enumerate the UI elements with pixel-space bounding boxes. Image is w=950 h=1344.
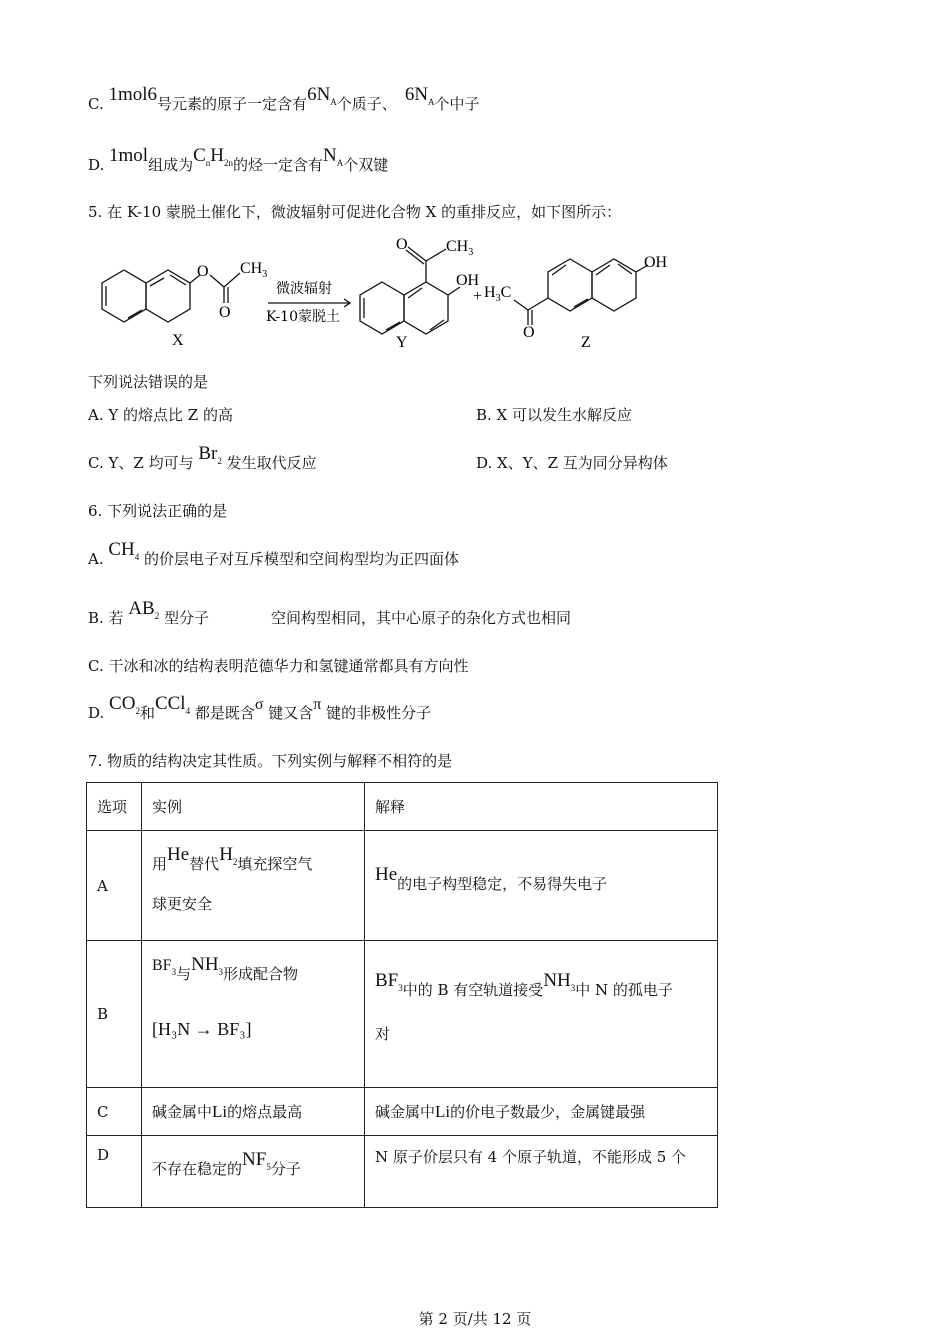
z-ring-left [548,259,592,311]
table-row [87,1136,718,1208]
row-b-option: B [87,941,142,1088]
x-carbonyl-oxygen: O [219,304,231,321]
x-ring-right [146,270,190,322]
q6-stem: 6. 下列说法正确的是 [88,502,228,520]
z-carbonyl-oxygen: O [523,324,535,341]
row-a-option: A [87,831,142,941]
q6-option-b: B. 若 $AB_2$ 型分子 空间构型相同，其中心原子的杂化方式也相同 [88,598,572,627]
table-header-row [87,783,718,831]
y-ring-left [360,282,404,334]
table-row [87,941,718,1088]
q5-option-b: B. X 可以发生水解反应 [476,406,633,424]
compound-x-label: X [172,332,184,349]
reaction-diagram [0,225,950,355]
page-footer: 第 2 页/共 12 页 [418,1310,532,1328]
y-carbonyl-oxygen: O [396,236,408,253]
option-d-line: D. 1mol组成为$C_nH_{2n}$的烃一定含有$N_A$个双键 [88,145,389,174]
z-ring-right [592,259,636,311]
q6-option-c: C. 干冰和冰的结构表明范德华力和氢键通常都具有方向性 [88,657,469,675]
q7-table [86,782,718,1208]
q6-option-d: D. $CO_2$和CCl$_4$ 都是既含σ 键又含π 键的非极性分子 [88,693,432,722]
x-ch3-label: $CH_3$ [240,260,268,280]
q5-stem: 5. 在 K-10 蒙脱土催化下，微波辐射可促进化合物 X 的重排反应，如下图所示： [88,203,622,221]
formula-cnh2n: $C_nH_{2n}$ [193,145,234,168]
row-b-explanation: $BF_3$中的 B 有空轨道接受$NH_3$中 N 的孤电子 对 [365,941,718,1088]
table-row [87,831,718,941]
row-c-example: 碱金属中Li的熔点最高 [142,1088,365,1136]
row-c-option: C [87,1088,142,1136]
arrow-condition-top: 微波辐射 [276,281,332,297]
z-oh-label: OH [644,254,668,271]
y-ring-right [404,282,448,334]
q5-option-d: D. X、Y、Z 互为同分异构体 [476,454,668,472]
compound-z-label: Z [581,334,591,351]
plus-sign: + [473,288,483,305]
formula-6na-2: $6N_A$ [404,84,435,107]
formula-1mol: 1mol [109,145,149,166]
z-h3c-label: $H_3C$ [484,284,512,304]
row-d-explanation: N 原子价层只有 4 个原子轨道，不能形成 5 个 [365,1136,718,1208]
row-d-option: D [87,1136,142,1208]
row-b-example: $BF_3$与$NH_3$形成配合物 [H₃N → BF₃] [142,941,365,1088]
row-c-explanation: 碱金属中Li的价电子数最少，金属键最强 [365,1088,718,1136]
row-a-explanation: He的电子构型稳定，不易得失电子 [365,831,718,941]
x-oxygen-label: O [197,263,209,280]
arrow-condition-bottom: K-10蒙脱土 [266,309,340,325]
header-example: 实例 [142,783,365,831]
coordination-formula: [H₃N → BF₃] [152,1019,252,1039]
q5-question: 下列说法错误的是 [88,373,209,391]
q5-option-c: C. Y、Z 均可与 $Br_2$ 发生取代反应 [88,443,317,472]
row-d-example: 不存在稳定的$NF_5$分子 [142,1136,365,1208]
option-c-line: C. 1mol6号元素的原子一定含有$6N_A$个质子、 $6N_A$个中子 [88,84,480,113]
y-oh-label: OH [456,272,480,289]
compound-y-label: Y [396,334,408,351]
table-row [87,1088,718,1136]
x-ring-left [102,270,146,322]
y-ch3-label: $CH_3$ [446,238,474,258]
formula-1mol6: 1mol6 [108,84,158,105]
formula-6na: $6N_A$ [307,84,337,107]
header-explanation: 解释 [365,783,718,831]
q7-stem: 7. 物质的结构决定其性质。下列实例与解释不相符的是 [88,752,453,770]
formula-na: $N_A$ [323,145,344,168]
q6-option-a: A. $CH_4$ 的价层电子对互斥模型和空间构型均为正四面体 [88,539,460,568]
row-a-example: 用He替代$H_2$填充探空气 球更安全 [142,831,365,941]
q5-option-a: A. Y 的熔点比 Z 的高 [88,406,233,424]
header-option: 选项 [87,783,142,831]
